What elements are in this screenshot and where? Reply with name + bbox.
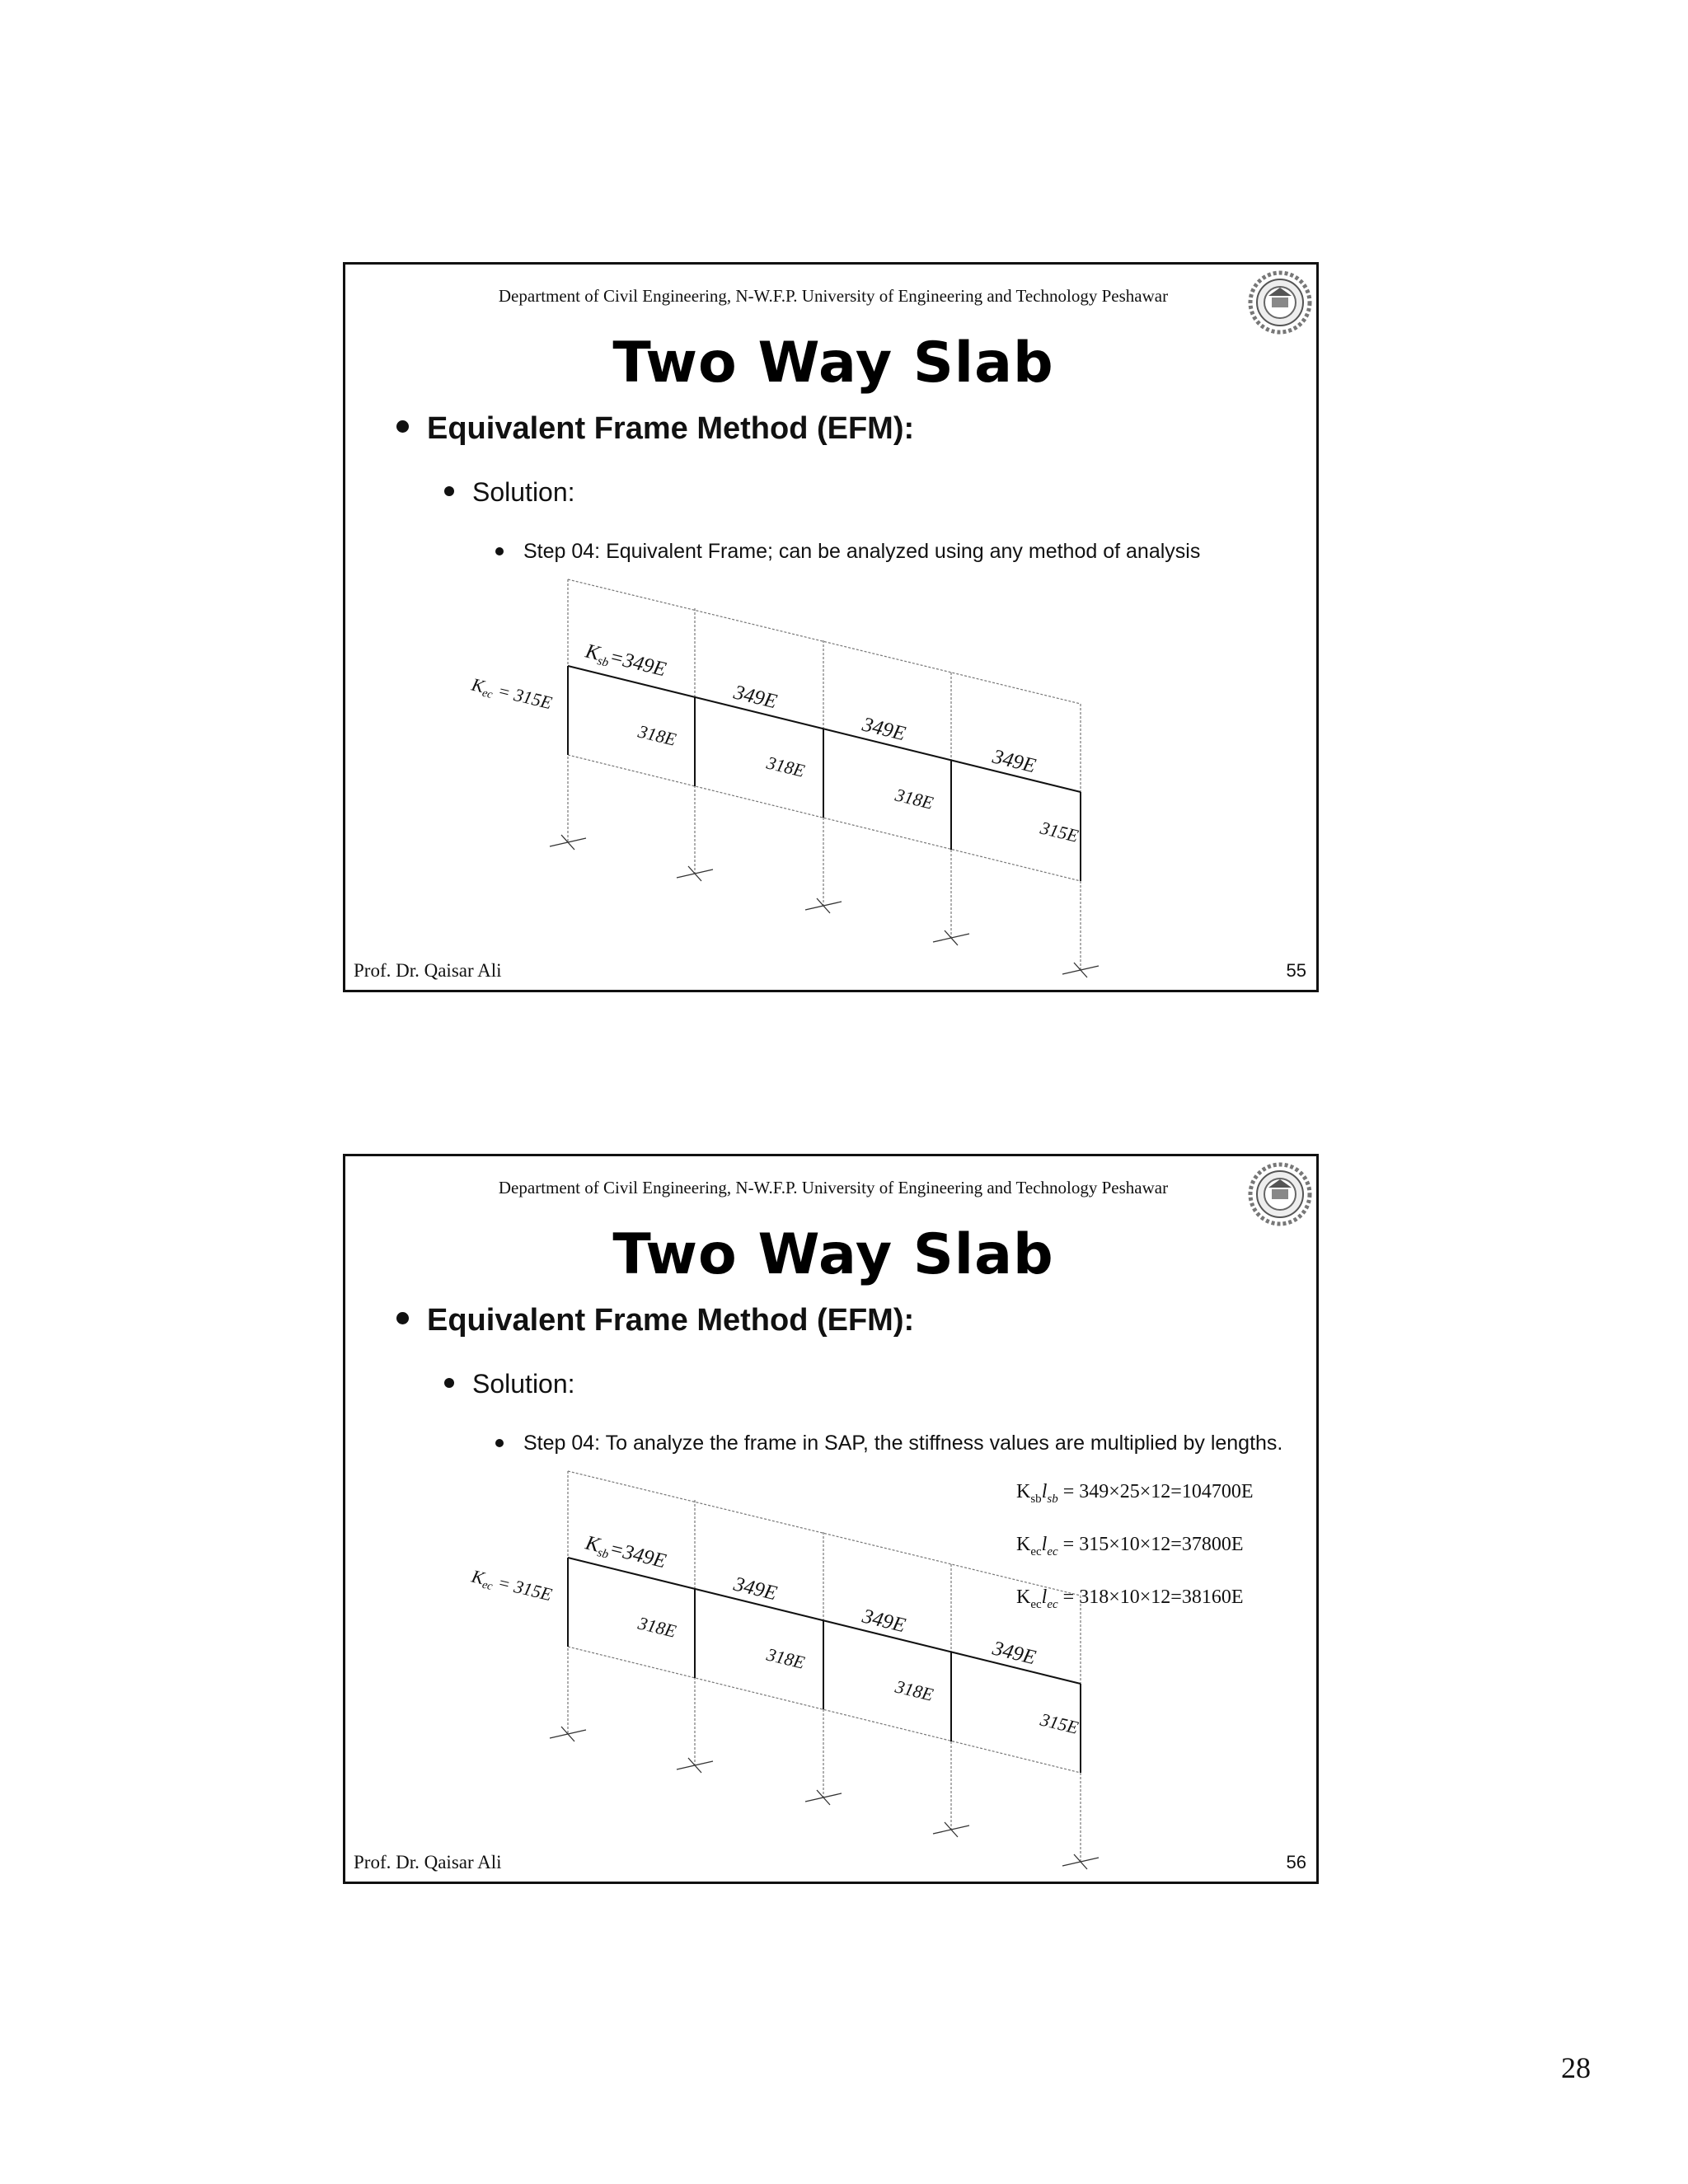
column-label: 318E	[635, 720, 678, 750]
column-label: 318E	[893, 784, 935, 813]
slide-number: 56	[1286, 1852, 1306, 1872]
column-label: 318E	[764, 752, 807, 781]
department-header: Department of Civil Engineering, N-W.F.P. University of Engineering and Technology Peshawar	[498, 1178, 1169, 1197]
bullet-level-3-text: Step 04: To analyze the frame in SAP, the stiffness values are multiplied by lengths.	[523, 1432, 1283, 1455]
beam-label: 349E	[860, 1605, 908, 1638]
equation-ksb-lsb: $K_{sb}l_{sb} = 349\times 25\times 12=104700E$	[1016, 1481, 1254, 1506]
bullet-level-1-text: Equivalent Frame Method (EFM):	[427, 411, 915, 446]
column-label: 318E	[893, 1675, 935, 1705]
kec-symbol: K	[469, 673, 486, 697]
svg-text:Ksb=349E	[582, 640, 668, 683]
author-footer: Prof. Dr. Qaisar Ali	[354, 960, 502, 981]
ksb-symbol: K	[583, 640, 603, 665]
beam-label: 349E	[860, 713, 908, 746]
department-header: Department of Civil Engineering, N-W.F.P. University of Engineering and Technology Peshawar	[498, 286, 1169, 306]
kec-subscript: ec	[481, 1578, 495, 1594]
slide-title: Two Way Slab	[612, 330, 1054, 396]
kec-value: = 315E	[491, 678, 555, 714]
bullet-level-3-text: Step 04: Equivalent Frame; can be analyzed using any method of analysis	[523, 540, 1201, 563]
slide-number: 55	[1286, 960, 1306, 981]
slide-55	[343, 262, 1319, 992]
column-label: 318E	[764, 1643, 807, 1673]
slide-56	[343, 1154, 1319, 1884]
bullet-level-2-text: Solution:	[472, 1369, 575, 1399]
equation-kec-lec-1: $K_{ec}l_{ec} = 315\times 10\times 12=37800E$	[1016, 1534, 1244, 1558]
ksb-value: =349E	[607, 645, 668, 682]
slide-title: Two Way Slab	[612, 1222, 1054, 1287]
equivalent-frame-diagram	[345, 1156, 1321, 1886]
kec-value: = 315E	[491, 1570, 555, 1605]
kec-subscript: ec	[481, 687, 495, 702]
ksb-subscript: sb	[596, 1546, 610, 1562]
svg-text:Ksb=349E	[582, 1531, 668, 1575]
page-number: 28	[1561, 2051, 1591, 2084]
equivalent-frame-diagram	[345, 265, 1321, 995]
bullet-level-2-text: Solution:	[472, 477, 575, 507]
bullet-level-1-text: Equivalent Frame Method (EFM):	[427, 1303, 915, 1338]
ksb-subscript: sb	[596, 654, 610, 670]
kec-symbol: K	[469, 1565, 486, 1589]
svg-text:Kec = 315E	[468, 673, 555, 715]
ksb-symbol: K	[583, 1531, 603, 1557]
beam-label: 349E	[731, 681, 780, 714]
equation-kec-lec-2: $K_{ec}l_{ec} = 318\times 10\times 12=38160E$	[1016, 1586, 1244, 1611]
author-footer: Prof. Dr. Qaisar Ali	[354, 1852, 502, 1872]
ksb-value: =349E	[607, 1537, 668, 1573]
column-label: 315E	[1038, 1708, 1081, 1738]
svg-text:Kec = 315E	[468, 1565, 555, 1607]
beam-label: 349E	[990, 1637, 1039, 1670]
column-label: 318E	[635, 1612, 678, 1642]
column-label: 315E	[1038, 817, 1081, 846]
beam-label: 349E	[990, 745, 1039, 778]
beam-label: 349E	[731, 1572, 780, 1605]
